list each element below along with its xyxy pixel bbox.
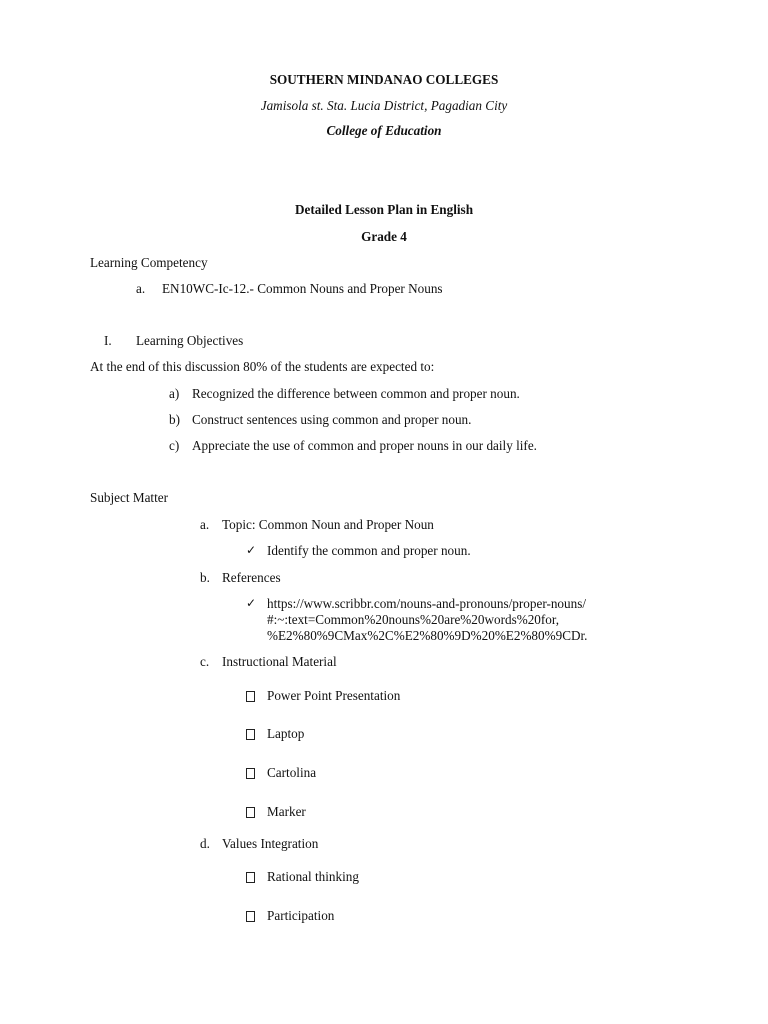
objective-marker: c): [169, 438, 180, 453]
reference-url-line: #:~:text=Common%20nouns%20are%20words%20for,: [267, 612, 560, 627]
objective-item: Construct sentences using common and proper noun.: [192, 412, 472, 427]
values-marker: d.: [200, 836, 210, 851]
reference-url-line: https://www.scribbr.com/nouns-and-pronouns/proper-nouns/: [267, 596, 587, 611]
box-bullet-icon: [246, 872, 255, 883]
topic-label: Topic: Common Noun and Proper Noun: [222, 517, 434, 532]
competency-heading: Learning Competency: [90, 255, 208, 270]
objective-marker: a): [169, 386, 180, 401]
box-bullet-icon: [246, 911, 255, 922]
materials-marker: c.: [200, 654, 210, 669]
objective-item: Appreciate the use of common and proper nouns in our daily life.: [192, 438, 537, 453]
value-item: Rational thinking: [267, 869, 359, 884]
college-name: College of Education: [326, 123, 442, 138]
material-item: Marker: [267, 804, 306, 819]
reference-url-line: %E2%80%9CMax%2C%E2%80%9D%20%E2%80%9CDr.: [267, 628, 588, 643]
material-item: Cartolina: [267, 765, 317, 780]
material-item: Power Point Presentation: [267, 688, 401, 703]
check-mark-icon: ✓: [246, 596, 257, 610]
check-mark-icon: ✓: [246, 543, 257, 557]
value-item: Participation: [267, 908, 335, 923]
section-number: I.: [104, 333, 112, 348]
box-bullet-icon: [246, 691, 255, 702]
institution-address: Jamisola st. Sta. Lucia District, Pagadian City: [260, 98, 508, 113]
references-label: References: [222, 570, 281, 585]
lesson-plan-title: Detailed Lesson Plan in English: [294, 202, 474, 217]
box-bullet-icon: [246, 729, 255, 740]
competency-marker: a.: [136, 281, 146, 296]
topic-marker: a.: [200, 517, 210, 532]
objectives-intro: At the end of this discussion 80% of the students are expected to:: [90, 359, 435, 374]
box-bullet-icon: [246, 768, 255, 779]
box-bullet-icon: [246, 807, 255, 818]
references-marker: b.: [200, 570, 210, 585]
objective-marker: b): [169, 412, 180, 427]
institution-name: SOUTHERN MINDANAO COLLEGES: [269, 72, 499, 87]
objective-item: Recognized the difference between common and proper noun.: [192, 386, 520, 401]
topic-check-item: Identify the common and proper noun.: [267, 543, 471, 558]
competency-item: EN10WC-Ic-12.- Common Nouns and Proper Nouns: [162, 281, 443, 296]
objectives-heading: Learning Objectives: [136, 333, 244, 348]
material-item: Laptop: [267, 726, 305, 741]
grade-level: Grade 4: [361, 229, 407, 244]
subject-matter-heading: Subject Matter: [90, 490, 169, 505]
values-label: Values Integration: [222, 836, 319, 851]
materials-label: Instructional Material: [222, 654, 337, 669]
